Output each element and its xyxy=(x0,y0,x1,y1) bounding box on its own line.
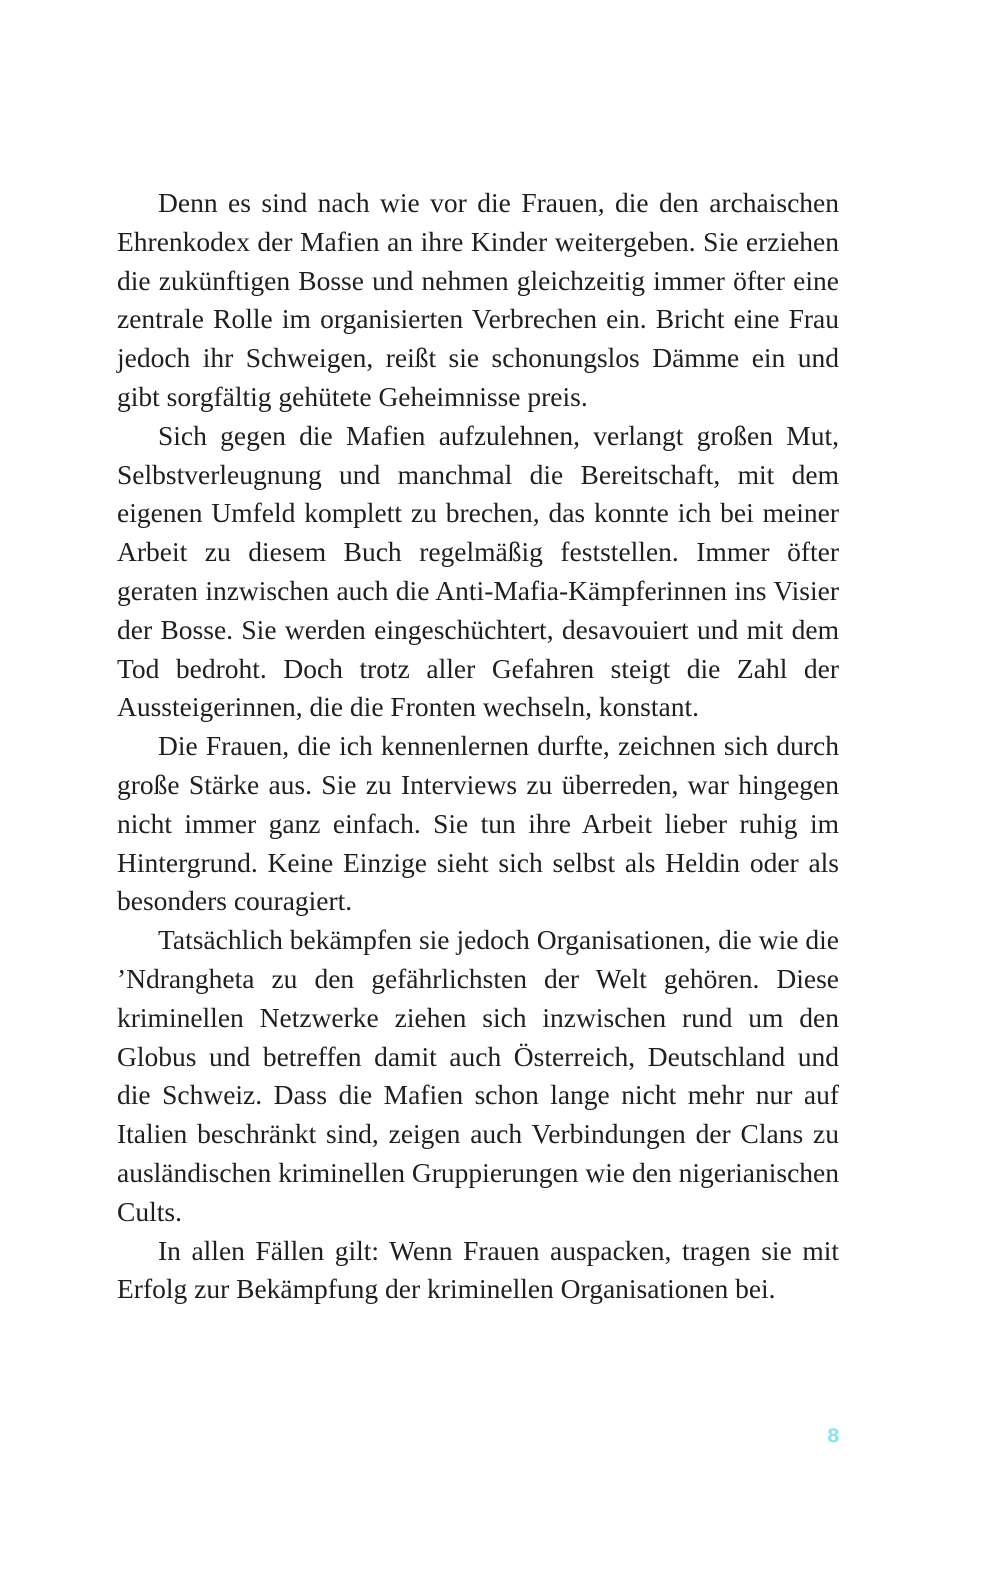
paragraph-5: In allen Fällen gilt: Wenn Frauen auspacken, tragen sie mit Erfolg zur Bekämpfung der kriminellen Organisationen bei. xyxy=(117,1234,839,1305)
paragraph-1: Denn es sind nach wie vor die Frauen, die den archaischen Ehrenkodex der Mafien an ihre Kinder weitergeben. Sie erziehen die zukünftigen Bosse und nehmen gleichzeitig immer öfter eine zentrale Rolle im organisierten Verbrechen ein. Bricht eine Frau jedoch ihr Schweigen, reißt sie schonungslos Dämme ein und gibt sorgfältig gehütete Geheimnisse preis. xyxy=(117,187,839,412)
book-page-text xyxy=(117,184,839,1309)
page-number: 8 xyxy=(826,1425,840,1447)
paragraph-3: Die Frauen, die ich kennenlernen durfte, zeichnen sich durch große Stärke aus. Sie zu Interviews zu überreden, war hingegen nicht immer ganz einfach. Sie tun ihre Arbeit lieber ruhig im Hintergrund. Keine Einzige sieht sich selbst als Heldin oder als besonders couragiert. xyxy=(117,730,839,917)
paragraph-2: Sich gegen die Mafien aufzulehnen, verlangt großen Mut, Selbstverleugnung und manchmal die Bereitschaft, mit dem eigenen Umfeld komplett zu brechen, das konnte ich bei meiner Arbeit zu diesem Buch regelmäßig feststellen. Immer öfter geraten inzwischen auch die Anti-Mafia-Kämpferinnen ins Visier der Bosse. Sie werden eingeschüchtert, desavouiert und mit dem Tod bedroht. Doch trotz aller Gefahren steigt die Zahl der Aussteigerinnen, die die Fronten wechseln, konstant. xyxy=(117,419,839,723)
paragraph-4: Tatsächlich bekämpfen sie jedoch Organisationen, die wie die ’Ndrangheta zu den gefährlichsten der Welt gehören. Diese kriminellen Netzwerke ziehen sich inzwischen rund um den Globus und betreffen damit auch Österreich, Deutschland und die Schweiz. Dass die Mafien schon lange nicht mehr nur auf Italien beschränkt sind, zeigen auch Verbindungen der Clans zu ausländischen kriminellen Gruppierungen wie den nigerianischen Cults. xyxy=(117,924,839,1227)
